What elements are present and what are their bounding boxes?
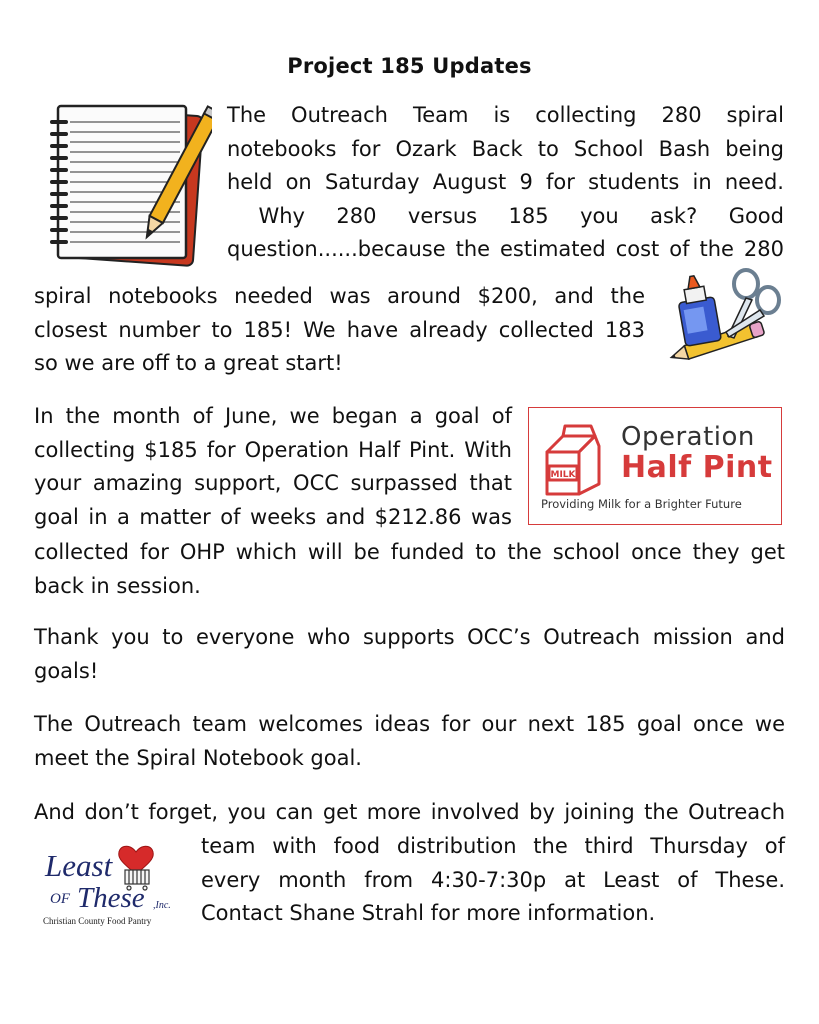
svg-text:MILK: MILK: [550, 470, 576, 480]
text-line: collected for OHP which will be funded to the school once they get: [34, 540, 785, 564]
text-line: The Outreach Team is collecting 280 spiral: [227, 103, 784, 127]
lot-logo-word2: OF: [50, 891, 70, 907]
paragraph-ohp: [34, 400, 512, 534]
paragraph-notebooks-top: [227, 99, 784, 267]
paragraph-involvement-bottom: [201, 830, 785, 931]
text-line: collecting $185 for Operation Half Pint. With: [34, 437, 512, 462]
school-supplies-illustration: [656, 266, 786, 366]
operation-half-pint-logo: [528, 407, 782, 525]
text-line: back in session.: [34, 573, 201, 598]
text-line: held on Saturday August 9 for students in need.: [227, 170, 784, 194]
paragraph-ideas: The Outreach team welcomes ideas for our next 185 goal once we meet the Spiral Notebook goal.: [34, 712, 785, 770]
text-line: goal in a matter of weeks and $212.86 was: [34, 504, 512, 529]
lot-logo-word1: Least: [45, 848, 113, 883]
text-line: question......because the estimated cost of the 280: [227, 237, 784, 261]
text-line: Why 280 versus 185 you ask? Good: [227, 203, 784, 228]
text-line: so we are off to a great start!: [34, 351, 343, 375]
paragraph-notebooks-bottom: [34, 280, 645, 381]
ohp-logo-line1: Operation: [621, 422, 755, 452]
text-line: your amazing support, OCC surpassed that: [34, 471, 512, 495]
ohp-logo-line2: Half Pint: [621, 450, 773, 485]
page-title: Project 185 Updates: [287, 54, 532, 78]
paragraph-involvement-top: [34, 796, 785, 830]
ohp-logo-tagline: Providing Milk for a Brighter Future: [541, 497, 742, 511]
notebook-illustration: [40, 100, 212, 272]
least-of-these-logo: [33, 836, 191, 932]
paragraph-ohp-continued: [34, 536, 785, 603]
text-line: In the month of June, we began a goal of: [34, 404, 512, 428]
paragraph-thank-you: Thank you to everyone who supports OCC’s Outreach mission and goals!: [34, 625, 785, 683]
lot-logo-word3: These: [77, 882, 145, 914]
milk-carton-icon: [539, 422, 619, 502]
text-line: every month from 4:30-7:30p at Least of These.: [201, 867, 785, 892]
text-line: And don’t forget, you can get more involved by joining the Outreach: [34, 800, 785, 824]
text-line: closest number to 185! We have already collected 183: [34, 317, 645, 342]
text-line: notebooks for Ozark Back to School Bash being: [227, 136, 784, 161]
text-line: spiral notebooks needed was around $200, and the: [34, 284, 645, 308]
text-line: team with food distribution the third Thursday of: [201, 834, 785, 858]
lot-logo-subtitle: Christian County Food Pantry: [43, 916, 152, 926]
text-line: Contact Shane Strahl for more information.: [201, 901, 656, 925]
lot-logo-suffix: ,Inc.: [153, 900, 171, 911]
